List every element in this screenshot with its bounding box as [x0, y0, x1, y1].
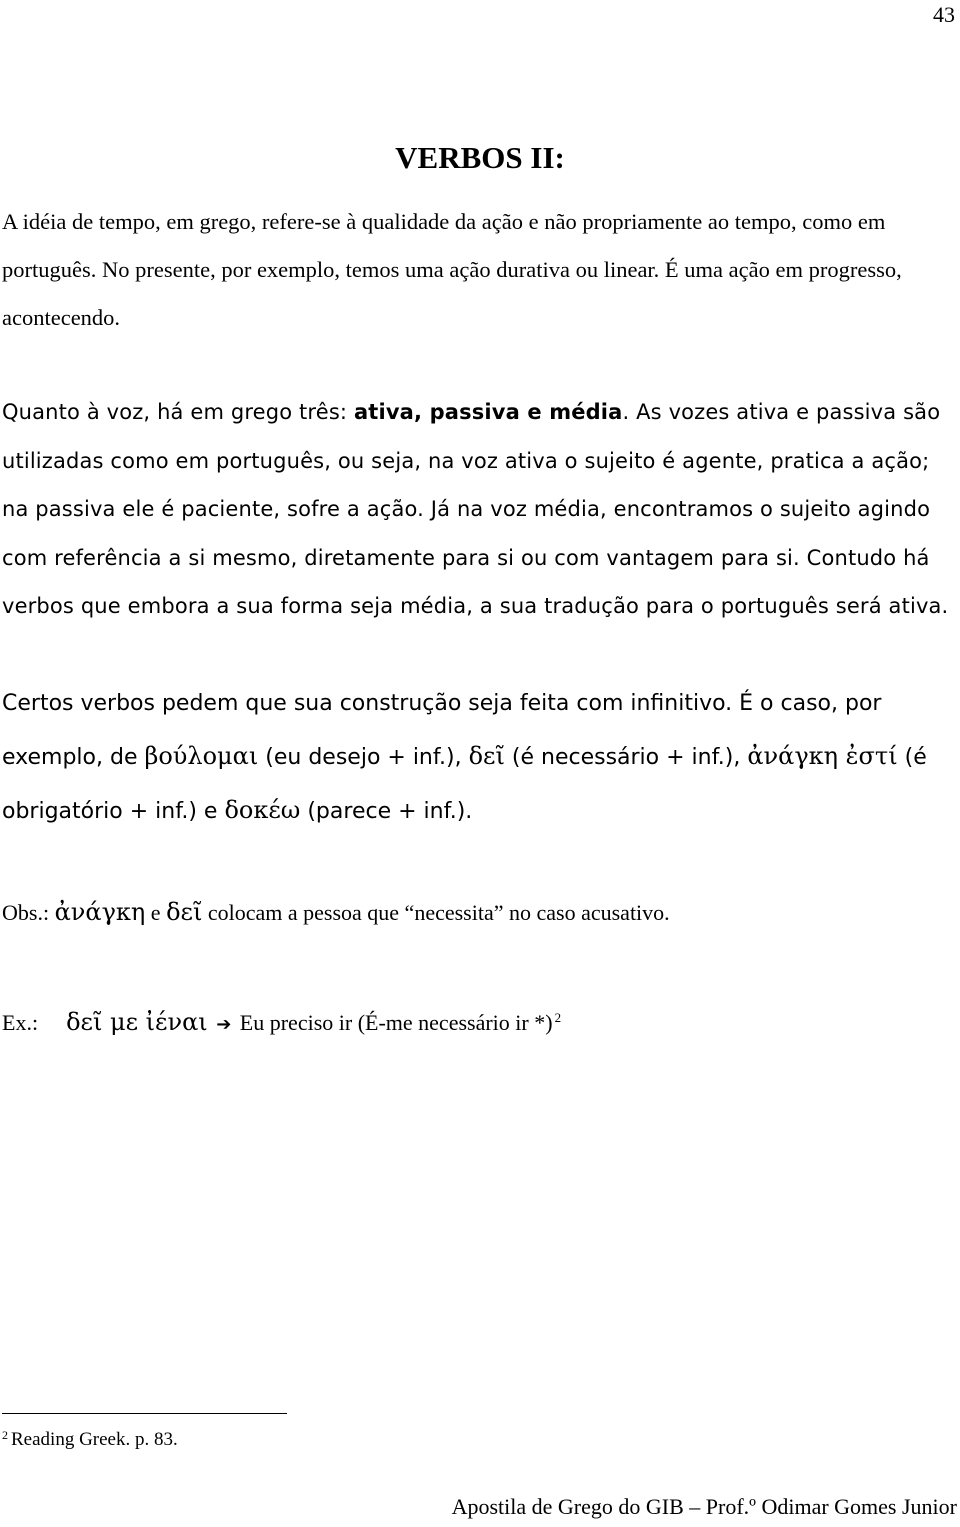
- paragraph-tempo: A idéia de tempo, em grego, refere-se à qualidade da ação e não propriamente ao tempo, como em português. No presente, por exemplo, temos uma ação durativa ou linear. É uma ação em progresso, acontecendo.: [2, 209, 902, 330]
- greek-boulomai: βούλομαι: [144, 742, 259, 770]
- obs-mid: e: [145, 900, 167, 925]
- obs-label: Obs.:: [2, 900, 55, 925]
- example-translation: Eu preciso ir (É-me necessário ir *): [239, 1010, 553, 1035]
- footnote-text: Reading Greek. p. 83.: [11, 1429, 178, 1450]
- voz-terms: ativa, passiva e média: [353, 400, 623, 424]
- page-footer: Apostila de Grego do GIB – Prof.º Odimar Gomes Junior: [451, 1494, 957, 1519]
- example-label: Ex.:: [2, 1010, 39, 1035]
- greek-dei-obs: δεῖ: [166, 898, 203, 926]
- infinitivo-text-d: (é obrigatório + inf.) e: [2, 745, 927, 824]
- greek-example: δεῖ με ἰέναι: [66, 1008, 208, 1036]
- paragraph-voz: [2, 388, 957, 631]
- greek-dei: δεῖ: [468, 742, 505, 770]
- voz-rest: . As vozes ativa e passiva são utilizadas como em português, ou seja, na voz ativa o sujeito é agente, pratica a ação; na passiva ele é paciente, sofre a ação. Já na voz média, encontramos o sujeito agindo com referência a si mesmo, diretamente para si ou com vantagem para si. Contudo há verbos que embora a sua forma seja média, a sua tradução para o português será ativa.: [2, 400, 949, 618]
- voz-intro: Quanto à voz, há em grego três:: [2, 400, 354, 424]
- obs-rest: colocam a pessoa que “necessita” no caso acusativo.: [202, 900, 670, 925]
- greek-anagke: ἀνάγκη: [54, 898, 146, 926]
- infinitivo-text-c: (é necessário + inf.),: [504, 745, 748, 770]
- infinitivo-text-b: (eu desejo + inf.),: [258, 745, 469, 770]
- arrow-icon: ➔: [216, 1014, 232, 1035]
- page-title: VERBOS II:: [395, 140, 565, 175]
- footnote-number: 2: [2, 1428, 8, 1442]
- footnote-ref[interactable]: 2: [554, 1010, 562, 1025]
- footnote-divider: [2, 1413, 287, 1414]
- greek-dokeo: δοκέω: [224, 796, 301, 824]
- page-number: 43: [933, 2, 955, 27]
- greek-anagke-esti: ἀνάγκη ἐστί: [747, 742, 898, 770]
- obs-note: [2, 888, 957, 937]
- footnote: [2, 1428, 178, 1451]
- infinitivo-text-a: Certos verbos pedem que sua construção seja feita com infinitivo. É o caso, por exemplo, de: [2, 691, 882, 770]
- infinitivo-text-e: (parece + inf.).: [300, 799, 473, 824]
- paragraph-infinitivo: [2, 678, 957, 838]
- example-line: [2, 994, 957, 1049]
